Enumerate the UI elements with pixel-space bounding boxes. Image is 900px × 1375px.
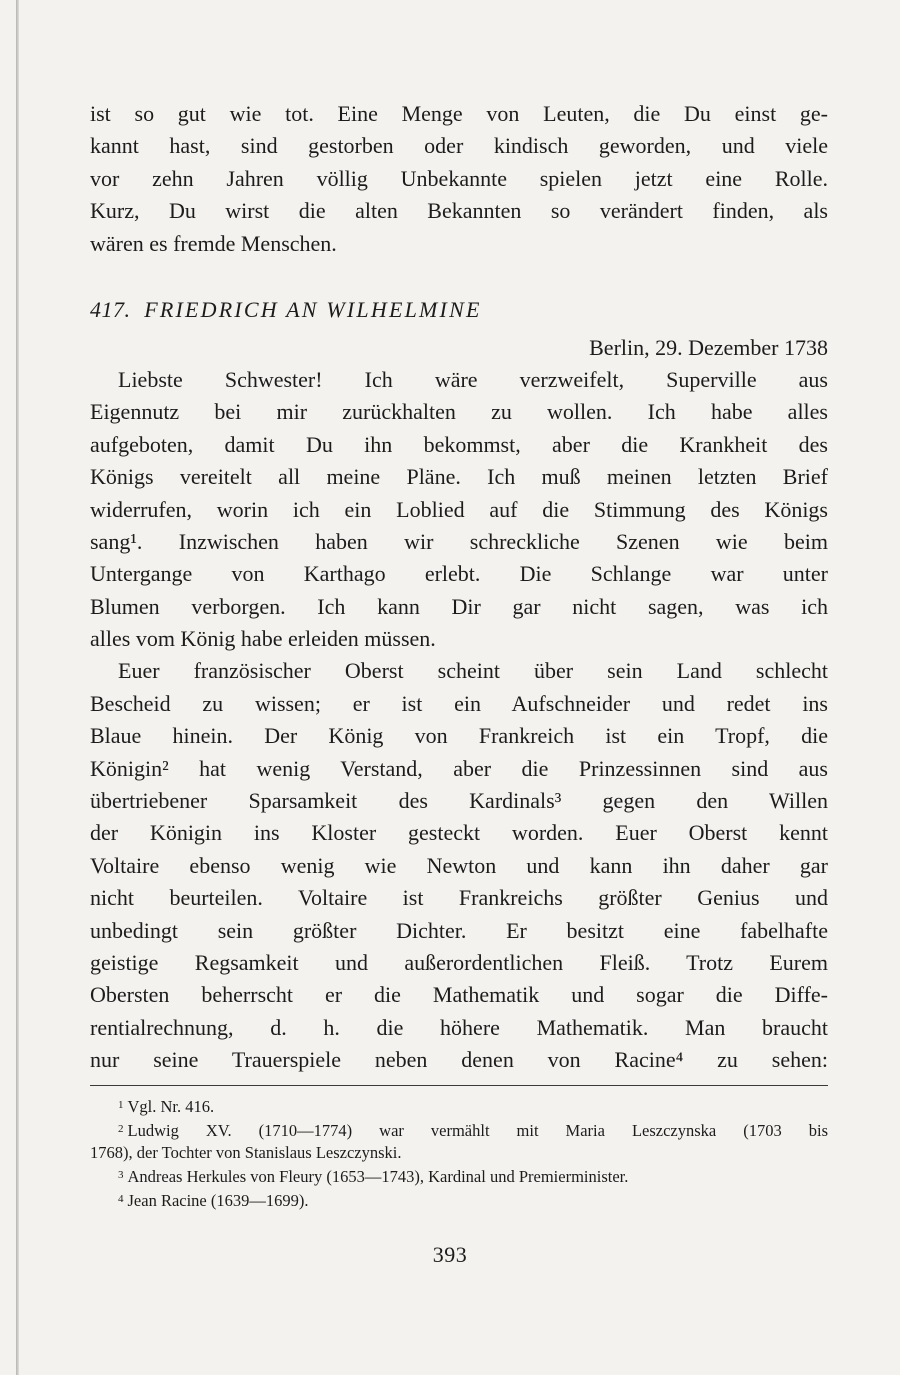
footnote-mark: 2 — [118, 1122, 124, 1135]
text-line: sang¹. Inzwischen haben wir schreckliche Szenen wie beim — [90, 528, 828, 554]
letter-paragraph-2 — [90, 655, 828, 1076]
footnote-4 — [90, 1188, 828, 1212]
footnote-3 — [90, 1164, 828, 1188]
footnote-2-continued: 1768), der Tochter von Stanislaus Leszczynski. — [90, 1142, 402, 1162]
text-line: Kurz, Du wirst die alten Bekannten so verändert finden, als — [90, 198, 828, 224]
letter-title: FRIEDRICH AN WILHELMINE — [144, 296, 482, 322]
text-line: unbedingt sein größter Dichter. Er besitzt eine fabelhafte — [90, 917, 828, 943]
text-line: Untergange von Karthago erlebt. Die Schlange war unter — [90, 561, 828, 587]
text-line: vor zehn Jahren völlig Unbekannte spielen jetzt eine Rolle. — [90, 165, 828, 191]
text-line: übertriebener Sparsamkeit des Kardinals³ gegen den Willen — [90, 788, 828, 814]
text-line: Blumen verborgen. Ich kann Dir gar nicht sagen, was ich — [90, 593, 828, 619]
footnote-text: Vgl. Nr. 416. — [127, 1096, 215, 1116]
letter-dateline: Berlin, 29. Dezember 1738 — [589, 334, 828, 360]
page-number: 393 — [432, 1242, 468, 1267]
text-line: nur seine Trauerspiele neben denen von Racine⁴ zu sehen: — [90, 1047, 828, 1073]
text-line: kannt hast, sind gestorben oder kindisch geworden, und viele — [90, 133, 828, 159]
footnote-text: Ludwig XV. (1710—1774) war vermählt mit Maria Leszczynska (1703 bis — [127, 1120, 828, 1140]
footnote-divider — [90, 1085, 828, 1086]
page-edge — [16, 0, 19, 1375]
text-line: nicht beurteilen. Voltaire ist Frankreichs größter Genius und — [90, 885, 828, 911]
text-line: der Königin ins Kloster gesteckt worden. Euer Oberst kennt — [90, 820, 828, 846]
text-line: Obersten beherrscht er die Mathematik und sogar die Diffe- — [90, 982, 828, 1008]
footnotes — [90, 1094, 828, 1212]
text-line: alles vom König habe erleiden müssen. — [90, 626, 436, 652]
text-line: Bescheid zu wissen; er ist ein Aufschneider und redet ins — [90, 690, 828, 716]
text-line: Eigennutz bei mir zurückhalten zu wollen. Ich habe alles — [90, 399, 828, 425]
text-line: Königs vereitelt all meine Pläne. Ich muß meinen letzten Brief — [90, 464, 828, 490]
text-line: aufgeboten, damit Du ihn bekommst, aber die Krankheit des — [90, 431, 828, 457]
footnote-text: Jean Racine (1639—1699). — [127, 1190, 309, 1210]
text-line: Euer französischer Oberst scheint über sein Land schlecht — [118, 658, 828, 684]
footnote-1 — [90, 1094, 828, 1118]
footnote-text: Andreas Herkules von Fleury (1653—1743), Kardinal und Premierminister. — [127, 1166, 629, 1186]
text-line: geistige Regsamkeit und außerordentlichen Fleiß. Trotz Eurem — [90, 949, 828, 975]
footnote-mark: 3 — [118, 1168, 124, 1181]
footnote-mark: 4 — [118, 1192, 124, 1205]
text-line: Liebste Schwester! Ich wäre verzweifelt, Superville aus — [118, 366, 828, 392]
text-line: rentialrechnung, d. h. die höhere Mathematik. Man braucht — [90, 1014, 828, 1040]
text-line: wären es fremde Menschen. — [90, 230, 337, 256]
footnote-2 — [90, 1118, 828, 1142]
letter-paragraph-1 — [90, 364, 828, 656]
body-text-continued — [90, 98, 828, 260]
text-line: Königin² hat wenig Verstand, aber die Prinzessinnen sind aus — [90, 755, 828, 781]
page-content — [90, 98, 828, 1212]
text-line: Voltaire ebenso wenig wie Newton und kann ihn daher gar — [90, 852, 828, 878]
text-line: ist so gut wie tot. Eine Menge von Leuten, die Du einst ge- — [90, 101, 828, 126]
letter-heading — [90, 294, 828, 326]
text-line: widerrufen, worin ich ein Loblied auf die Stimmung des Königs — [90, 496, 828, 522]
letter-number: 417. — [90, 296, 131, 322]
text-line: Blaue hinein. Der König von Frankreich ist ein Tropf, die — [90, 723, 828, 749]
footnote-mark: 1 — [118, 1098, 124, 1111]
